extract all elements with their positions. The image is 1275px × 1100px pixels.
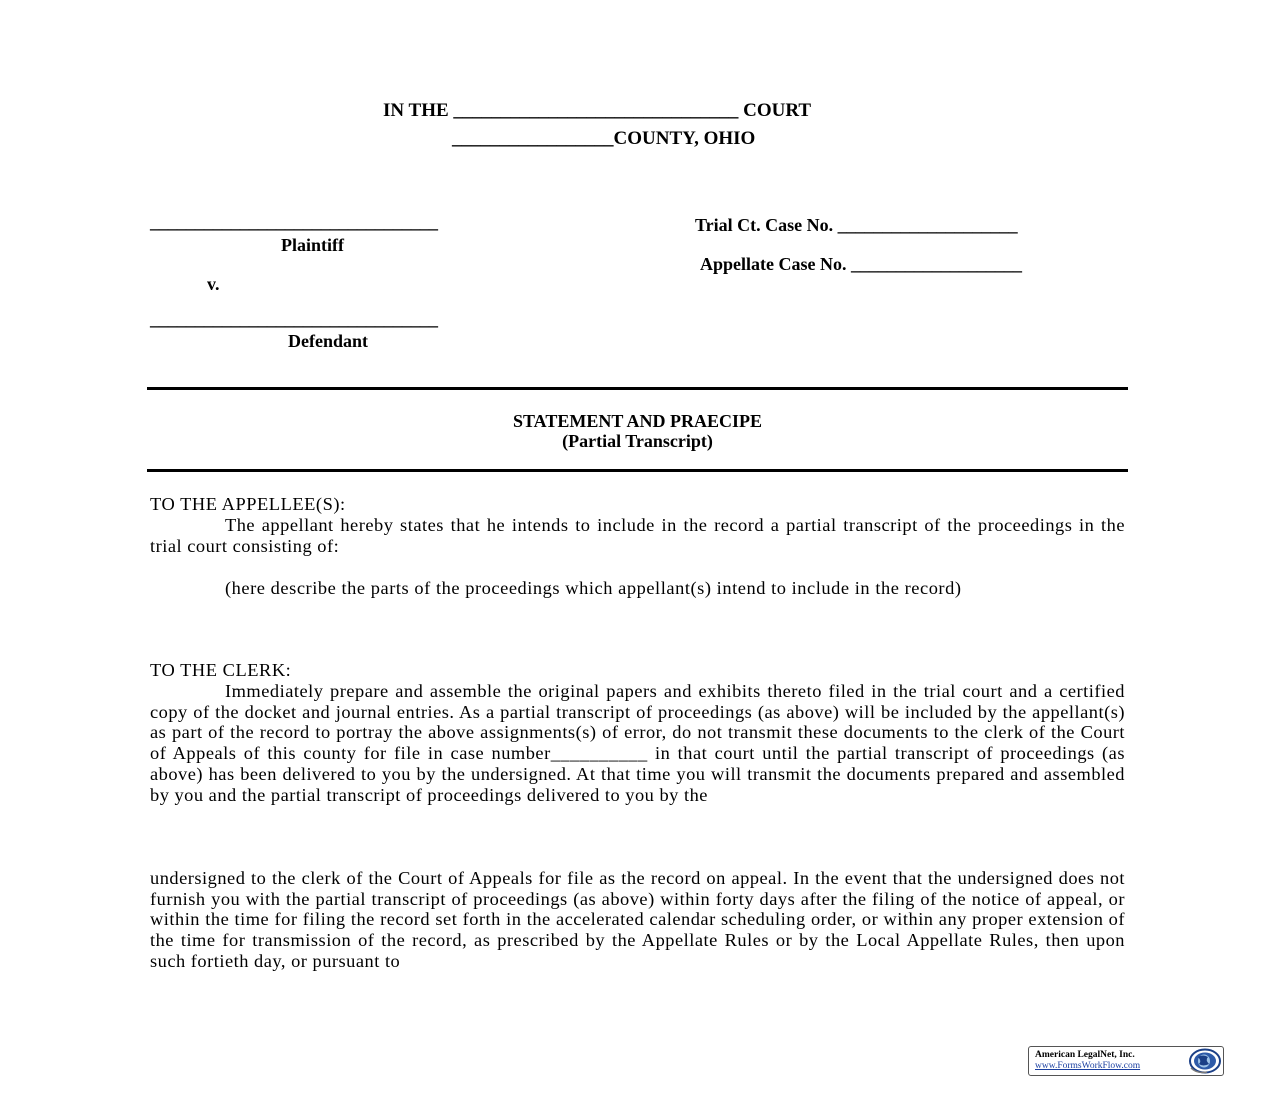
document-title: STATEMENT AND PRAECIPE <box>512 411 763 431</box>
clerk-heading: TO THE CLERK: <box>150 660 292 680</box>
defendant-blank: ________________________________ <box>150 309 438 329</box>
trial-case-number: Trial Ct. Case No. ____________________ <box>695 215 1018 235</box>
title-bottom-rule <box>147 469 1128 472</box>
american-legalnet-logo[interactable] <box>1028 1046 1224 1076</box>
proceedings-instruction: (here describe the parts of the proceedings which appellant(s) intend to include in the record) <box>225 578 962 598</box>
versus-label: v. <box>207 274 220 294</box>
logo-url-link[interactable]: www.FormsWorkFlow.com <box>1035 1061 1141 1071</box>
plaintiff-blank: ________________________________ <box>150 212 438 232</box>
document-subtitle: (Partial Transcript) <box>562 431 713 451</box>
appellate-case-number: Appellate Case No. ___________________ <box>700 254 1022 274</box>
globe-icon <box>1187 1048 1221 1074</box>
appellee-heading: TO THE APPELLEE(S): <box>150 494 346 514</box>
county-line: _________________COUNTY, OHIO <box>452 128 756 149</box>
defendant-label: Defendant <box>288 331 368 351</box>
appellee-paragraph: The appellant hereby states that he intends to include in the record a partial transcript of the proceedings in the trial court consisting of: <box>150 515 1125 556</box>
title-top-rule <box>147 387 1128 390</box>
court-line: IN THE ______________________________ COURT <box>383 100 812 121</box>
clerk-paragraph-2: undersigned to the clerk of the Court of Appeals for file as the record on appeal. In the event that the undersigned does not furnish you with the partial transcript of proceedings (as above) within forty days after the filing of the notice of appeal, or within the time for filing the record set forth in the accelerated calendar scheduling order, or within any proper extension of the time for transmission of the record, as prescribed by the Appellate Rules or by the Local Appellate Rules, then upon such fortieth day, or pursuant to <box>150 868 1125 971</box>
logo-company: American LegalNet, Inc. <box>1035 1050 1135 1060</box>
clerk-paragraph-1: Immediately prepare and assemble the original papers and exhibits thereto filed in the trial court and a certified copy of the docket and journal entries. As a partial transcript of proceedings (as above) will be included by the appellant(s) as part of the record to portray the above assignments(s) of error, do not transmit these documents to the clerk of the Court of Appeals of this county for file in case number__________ in that court until the partial transcript of proceedings (as above) has been delivered to you by the undersigned. At that time you will transmit the documents prepared and assembled by you and the partial transcript of proceedings delivered to you by the <box>150 681 1125 805</box>
plaintiff-label: Plaintiff <box>281 235 344 255</box>
